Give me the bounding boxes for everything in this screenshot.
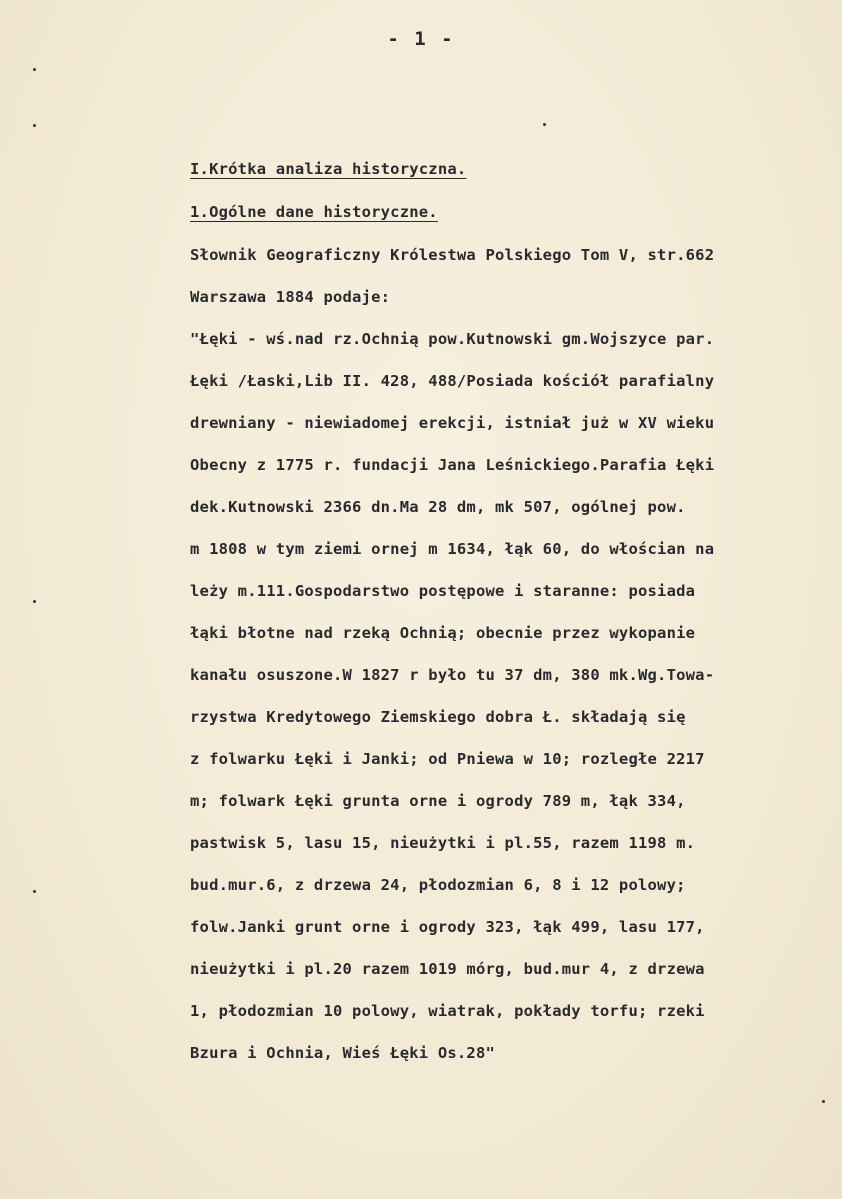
body-line: nieużytki i pl.20 razem 1019 mórg, bud.mur 4, z drzewa: [190, 960, 705, 978]
body-line: Warszawa 1884 podaje:: [190, 288, 391, 306]
body-line: Obecny z 1775 r. fundacji Jana Leśnickiego.Parafia Łęki: [190, 456, 715, 474]
body-line: Słownik Geograficzny Królestwa Polskiego Tom V, str.662: [190, 246, 715, 264]
subsection-heading: 1.Ogólne dane historyczne.: [190, 203, 438, 221]
body-line: Bzura i Ochnia, Wieś Łęki Os.28": [190, 1044, 496, 1062]
section-heading: I.Krótka analiza historyczna.: [190, 160, 467, 178]
body-line: łąki błotne nad rzeką Ochnią; obecnie przez wykopanie: [190, 624, 696, 642]
scan-speck: [33, 68, 36, 71]
body-line: m; folwark Łęki grunta orne i ogrody 789 m, łąk 334,: [190, 792, 686, 810]
body-line: 1, płodozmian 10 polowy, wiatrak, pokłady torfu; rzeki: [190, 1002, 705, 1020]
body-line: rzystwa Kredytowego Ziemskiego dobra Ł. składają się: [190, 708, 686, 726]
body-line: dek.Kutnowski 2366 dn.Ma 28 dm, mk 507, ogólnej pow.: [190, 498, 686, 516]
scan-speck: [543, 123, 546, 126]
body-line: leży m.111.Gospodarstwo postępowe i staranne: posiada: [190, 582, 696, 600]
scan-speck: [33, 600, 36, 603]
body-line: pastwisk 5, lasu 15, nieużytki i pl.55, razem 1198 m.: [190, 834, 696, 852]
body-line: Łęki /Łaski,Lib II. 428, 488/Posiada kościół parafialny: [190, 372, 715, 390]
body-line: "Łęki - wś.nad rz.Ochnią pow.Kutnowski gm.Wojszyce par.: [190, 330, 715, 348]
body-line: z folwarku Łęki i Janki; od Pniewa w 10; rozległe 2217: [190, 750, 705, 768]
scan-speck: [33, 890, 36, 893]
body-line: m 1808 w tym ziemi ornej m 1634, łąk 60, do włościan na: [190, 540, 715, 558]
page-number: - 1 -: [387, 28, 455, 50]
body-line: drewniany - niewiadomej erekcji, istniał już w XV wieku: [190, 414, 715, 432]
scan-speck: [822, 1100, 825, 1103]
body-line: folw.Janki grunt orne i ogrody 323, łąk 499, lasu 177,: [190, 918, 705, 936]
body-line: kanału osuszone.W 1827 r było tu 37 dm, 380 mk.Wg.Towa-: [190, 666, 715, 684]
body-line: bud.mur.6, z drzewa 24, płodozmian 6, 8 i 12 polowy;: [190, 876, 686, 894]
scan-speck: [33, 124, 36, 127]
